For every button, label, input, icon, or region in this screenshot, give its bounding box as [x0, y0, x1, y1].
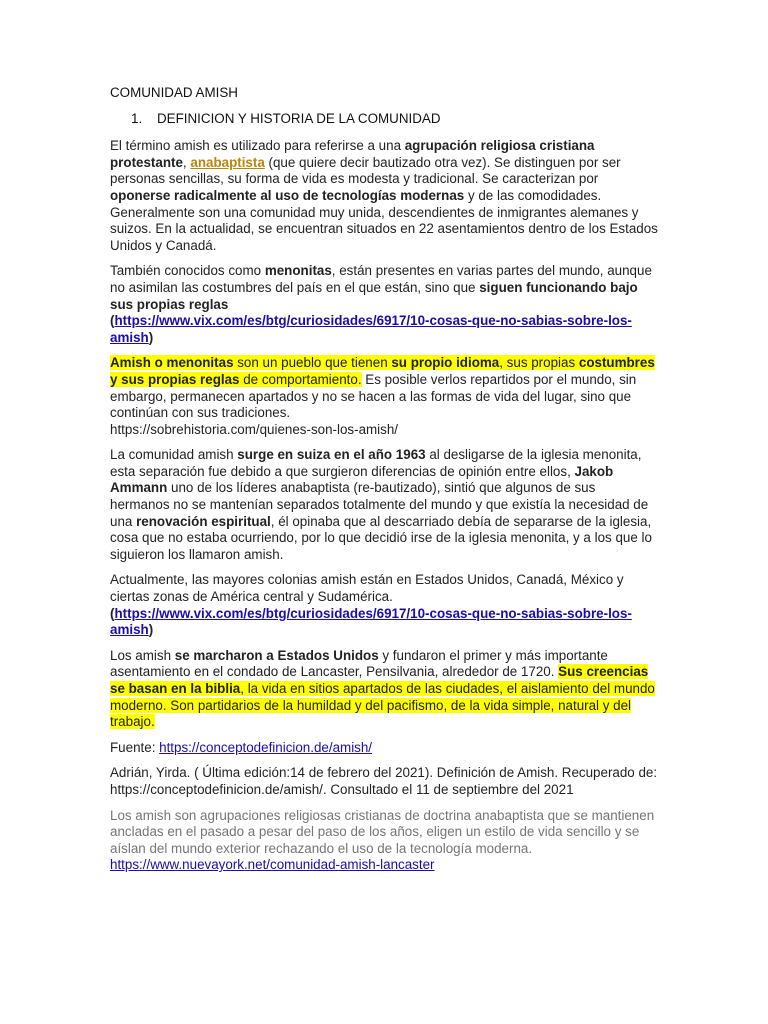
text: uno de los líderes anabaptista (re-bautizado), sintió que algunos de sus hermanos no se mantenían separados totalmente del mundo y que existía la necesidad de una [110, 480, 649, 529]
paragraph-citation: Adrián, Yirda. ( Última edición:14 de febrero del 2021). Definición de Amish. Recuperado de: https://conceptodefinicion.de/amish/. Consultado el 11 de septiembre del 2021 [110, 765, 658, 797]
bold-text: menonitas [264, 263, 332, 279]
bold-text: ) [148, 622, 154, 638]
bold-text: su propio idioma [391, 355, 500, 371]
text: Los amish [110, 647, 175, 663]
bold-text: surge en suiza en el año 1963 [237, 447, 426, 463]
text: y fundaron el primer y más importante asentamiento en el condado de Lancaster, Pensilvania, alrededor de 1720. [110, 647, 608, 680]
text: El término amish es utilizado para referirse a una [110, 138, 405, 154]
bold-text: Sus creencias se basan en la biblia [110, 664, 649, 696]
text: Los amish son agrupaciones religiosas cristianas de doctrina anabaptista que se mantienen ancladas en el pasado a pesar del paso de los años, eligen un estilo de vida sencillo y se aíslan del mundo exterior rechazando el uso de la tecnología moderna. [110, 807, 655, 856]
bold-text: agrupación religiosa cristiana protestante [110, 138, 595, 170]
source-label: Fuente: [110, 739, 160, 755]
conceptodefinicion-link[interactable]: https://conceptodefinicion.de/amish/ [159, 739, 373, 755]
source-url-text: https://sobrehistoria.com/quienes-son-los-amish/ [110, 421, 399, 437]
bold-text: renovación espiritual [136, 513, 271, 529]
vix-link[interactable]: https://www.vix.com/es/btg/curiosidades/6917/10-cosas-que-no-sabias-sobre-los-amish [110, 605, 632, 638]
text: de comportamiento. [239, 371, 362, 387]
paragraph-idioma [110, 355, 658, 438]
text: También conocidos como [110, 263, 265, 279]
bold-text: se marcharon a Estados Unidos [174, 647, 379, 663]
bold-text: costumbres y sus propias reglas [110, 355, 655, 387]
paragraph-definition [110, 138, 658, 254]
paragraph-menonitas [110, 263, 658, 346]
section-heading [110, 111, 658, 128]
bold-text: oponerse radicalmente al uso de tecnologías modernas [110, 187, 465, 203]
vix-link[interactable]: https://www.vix.com/es/btg/curiosidades/6917/10-cosas-que-no-sabias-sobre-los-amish [110, 313, 632, 345]
bold-text: Jakob Ammann [110, 463, 614, 496]
paragraph-resumen [110, 808, 658, 874]
text: Actualmente, las mayores colonias amish están en Estados Unidos, Canadá, México y ciertas zonas de América central y Sudamérica. [110, 572, 624, 605]
text: La comunidad amish [110, 447, 238, 463]
nuevayork-link[interactable]: https://www.nuevayork.net/comunidad-amish-lancaster [110, 857, 435, 873]
text: , [182, 154, 191, 170]
bold-text: siguen funcionando bajo sus propias reglas [110, 279, 638, 312]
paragraph-colonias [110, 572, 658, 638]
anabaptista-link[interactable]: anabaptista [190, 154, 265, 170]
text: Es posible verlos repartidos por el mundo, sin embargo, permanecen apartados y no se hacen a las formas de vida del lugar, sino que continúan con sus tradiciones. [110, 371, 637, 421]
document-title: COMUNIDAD AMISH [110, 85, 238, 100]
paragraph-estados-unidos [110, 648, 658, 731]
text: al desligarse de la iglesia menonita, esta separación fue debido a que surgieron diferencias de opinión entre ellos, [110, 447, 642, 479]
heading-number: 1. [131, 110, 143, 126]
text: (que quiere decir bautizado otra vez). Se distinguen por ser personas sencillas, su forma de vida es modesta y tradicional. Se caracterizan por [110, 154, 621, 187]
paragraph-historia [110, 447, 658, 563]
text: y de las comodidades. Generalmente son una comunidad muy unida, descendientes de inmigrantes alemanes y suizos. En la actualidad, se encuentran situados en 22 asentamientos dentro de los Estados Unidos y Canadá. [110, 187, 658, 253]
bold-text: ( [110, 313, 115, 329]
text: son un pueblo que tienen [233, 355, 392, 371]
bold-text: ) [148, 329, 154, 345]
text: , sus propias [499, 355, 579, 371]
document-body [110, 85, 658, 883]
heading-text: DEFINICION Y HISTORIA DE LA COMUNIDAD [157, 110, 441, 126]
text: , la vida en sitios apartados de las ciudades, el aislamiento del mundo moderno. Son partidarios de la humildad y del pacifismo, de la vida simple, natural y del trabajo. [110, 681, 655, 730]
text: , están presentes en varias partes del mundo, aunque no asimilan las costumbres del país en el que están, sino que [110, 263, 652, 295]
bold-text: ( [110, 605, 115, 621]
text: , él opinaba que al descarriado debía de separarse de la iglesia, cosa que no estaba ocurriendo, por lo que decidió irse de la iglesia menonita, y a los que lo siguieron los llamaron amish. [110, 513, 652, 562]
paragraph-fuente [110, 740, 658, 757]
bold-text: Amish o menonitas [110, 355, 234, 371]
